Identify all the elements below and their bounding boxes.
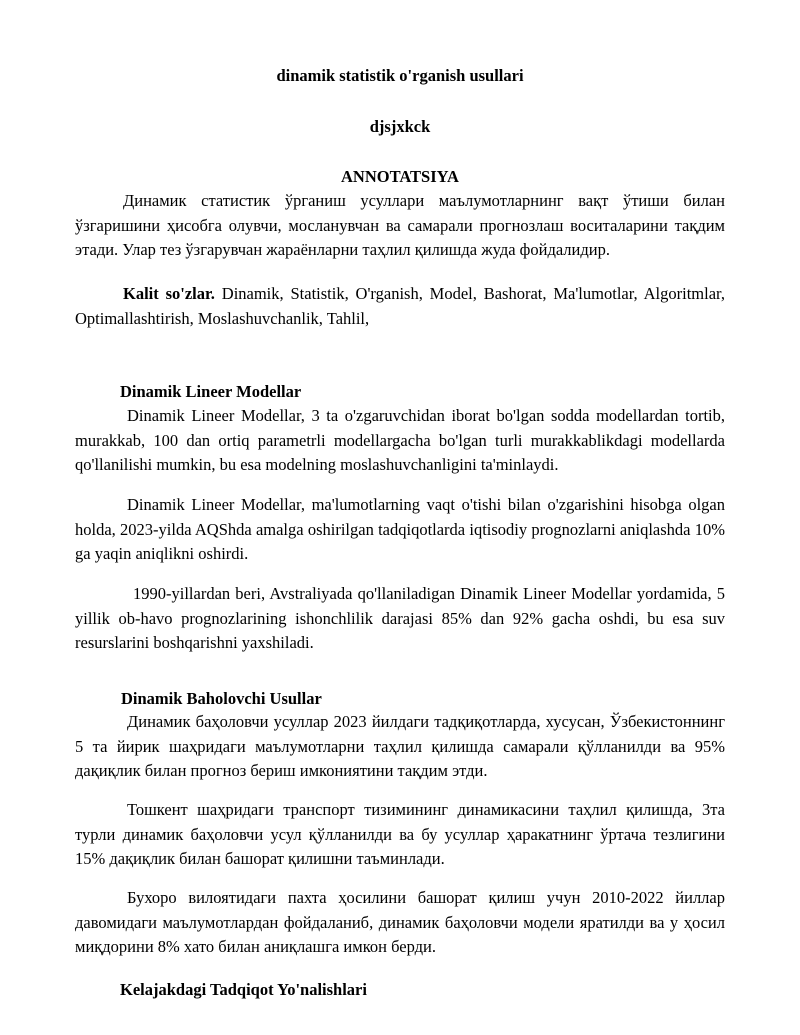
section-heading: Dinamik Baholovchi Usullar [121, 689, 322, 708]
section-paragraph: Динамик баҳоловчи усуллар 2023 йилдаги тадқиқотларда, хусусан, Ўзбекистоннинг 5 та йирик шаҳридаги маълумотларни таҳлил қилишда самарали қўлланилди ва 95% дақиқлик билан прогноз бериш имкониятини тақдим этди. [75, 712, 725, 780]
section-paragraph: 1990-yillardan beri, Avstraliyada qo'llaniladigan Dinamik Lineer Modellar yordamida, 5 yillik ob-havo prognozlarining ishonchlilik darajasi 85% dan 92% gacha oshdi, bu esa suv resurslarini boshqarishni yaxshiladi. [75, 584, 725, 652]
section-heading: Kelajakdagi Tadqiqot Yo'nalishlari [120, 980, 367, 999]
document-author: djsjxkck [369, 117, 431, 136]
keywords-paragraph [75, 282, 725, 331]
annotation-paragraph: Динамик статистик ўрганиш усуллари маълумотларнинг вақт ўтиши билан ўзгаришини ҳисобга олувчи, мосланувчан ва самарали прогнозлаш воситаларини тақдим этади. Улар тез ўзгарувчан жараёнларни таҳлил қилишда жуда фойдалидир. [75, 191, 725, 259]
section-paragraph: Dinamik Lineer Modellar, ma'lumotlarning vaqt o'tishi bilan o'zgarishini hisobga olgan holda, 2023-yilda AQShda amalga oshirilgan tadqiqotlarda iqtisodiy prognozlarni aniqlashda 10% ga yaqin aniqlikni oshirdi. [75, 495, 725, 563]
annotation-heading: ANNOTATSIYA [341, 167, 459, 186]
keywords-list: Dinamik, Statistik, O'rganish, Model, Bashorat, Ma'lumotlar, Algoritmlar, Optimallashtirish, Moslashuvchanlik, Tahlil, [75, 284, 725, 328]
section-heading: Dinamik Lineer Modellar [120, 382, 302, 401]
section-paragraph: Бухоро вилоятидаги пахта ҳосилини башорат қилиш учун 2010-2022 йиллар давомидаги маълумотлардан фойдаланиб, динамик баҳоловчи модели яратилди ва у ҳосил миқдорини 8% хато билан аниқлашга имкон берди. [75, 888, 725, 956]
section-paragraph: Dinamik Lineer Modellar, 3 ta o'zgaruvchidan iborat bo'lgan sodda modellardan tortib, murakkab, 100 dan ortiq parametrli modellargacha bo'lgan turli murakkablikdagi modellarda qo'llanilishi mumkin, bu esa modelning moslashuvchanligini ta'minlaydi. [75, 406, 725, 474]
section-paragraph: Тошкент шаҳридаги транспорт тизимининг динамикасини таҳлил қилишда, 3та турли динамик баҳоловчи усул қўлланилди ва бу усуллар ҳаракатнинг ўртача тезлигини 15% дақиқлик билан башорат қилишни таъминлади. [75, 800, 725, 868]
document-title: dinamik statistik o'rganish usullari [276, 66, 524, 85]
keywords-label: Kalit so'zlar. [123, 284, 215, 303]
